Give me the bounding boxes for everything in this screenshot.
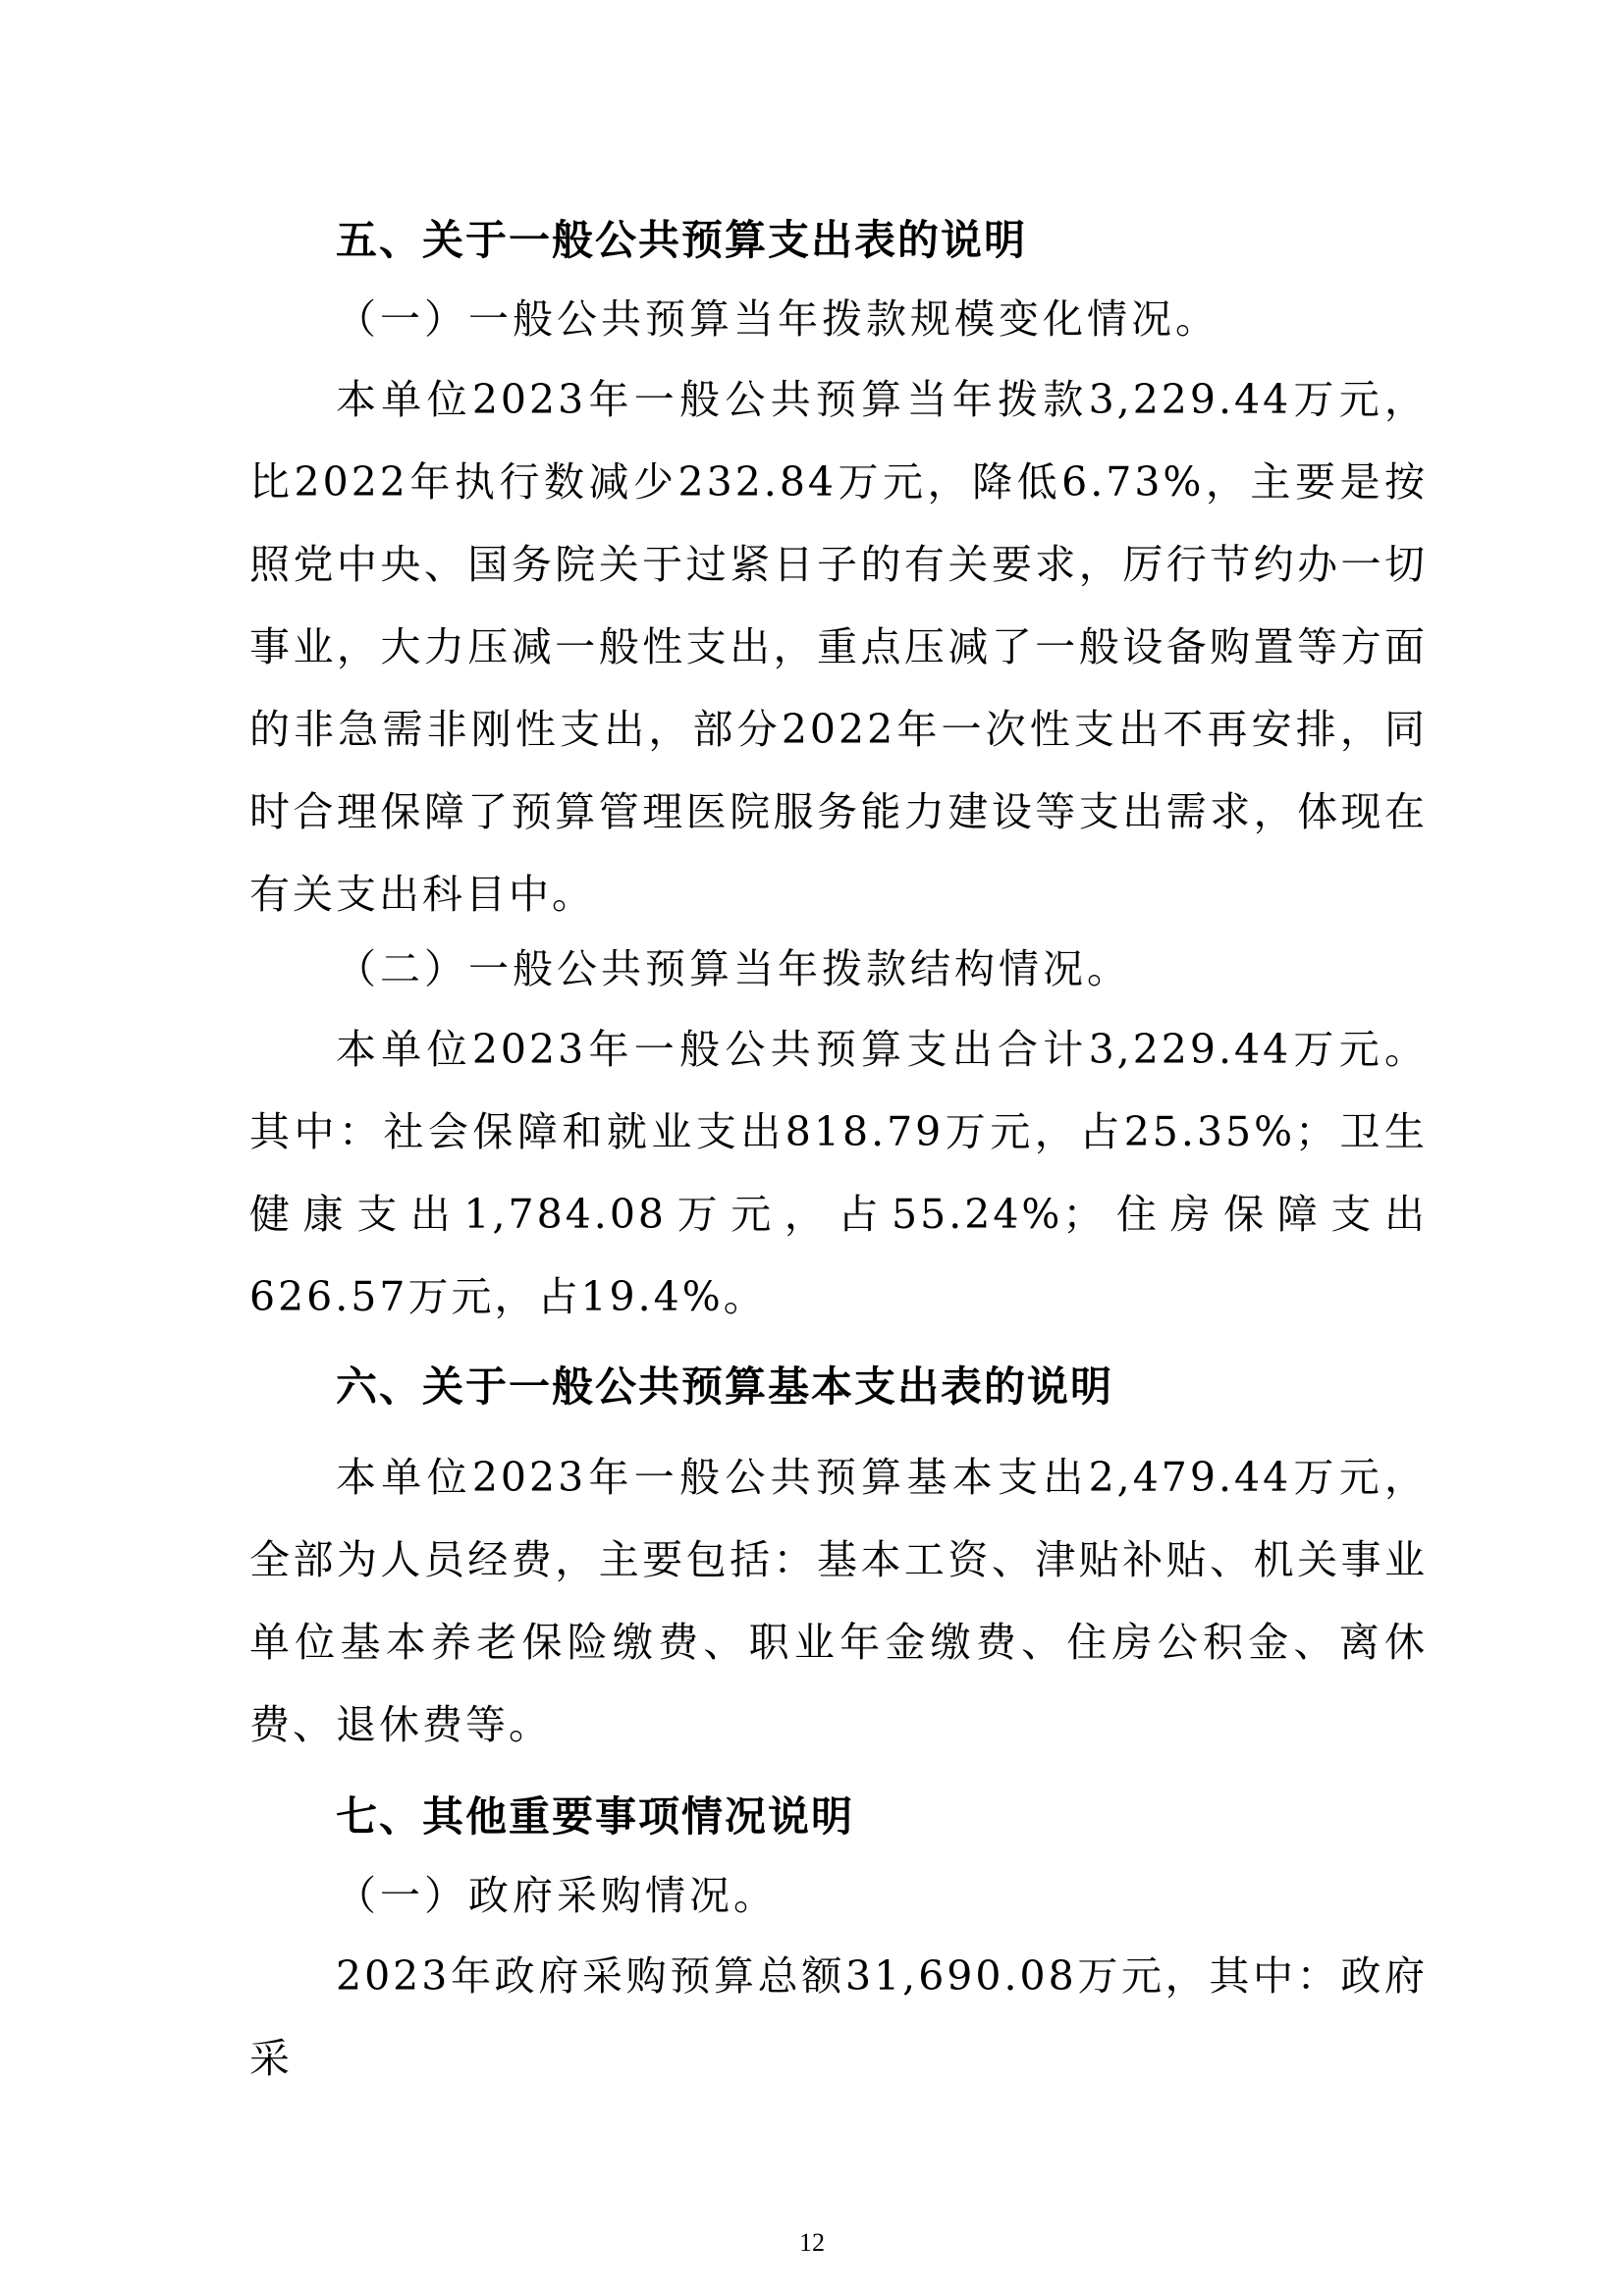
document-page: [249, 211, 1428, 2100]
subsection-heading-5-2: （二）一般公共预算当年拨款结构情况。: [336, 945, 1131, 992]
section-heading-6: 六、关于一般公共预算基本支出表的说明: [336, 1362, 1114, 1411]
subsection-heading-7-1: （一）政府采购情况。: [336, 1872, 778, 1919]
paragraph-allocation-change: 本单位2023年一般公共预算当年拨款3,229.44万元，比2022年执行数减少232.84万元，降低6.73%，主要是按照党中央、国务院关于过紧日子的有关要求，厉行节约办一切事业，大力压减一般性支出，重点压减了一般设备购置等方面的非急需非刚性支出，部分2022年一次性支出不再安排，同时合理保障了预算管理医院服务能力建设等支出需求，体现在有关支出科目中。: [249, 376, 1428, 918]
section-heading-5: 五、关于一般公共预算支出表的说明: [336, 216, 1028, 264]
paragraph-allocation-structure: 本单位2023年一般公共预算支出合计3,229.44万元。其中：社会保障和就业支出818.79万元，占25.35%；卫生健康支出1,784.08万元，占55.24%；住房保障支出626.57万元，占19.4%。: [249, 1026, 1428, 1320]
subsection-heading-5-1: （一）一般公共预算当年拨款规模变化情况。: [336, 295, 1219, 343]
paragraph-basic-expenditure: 本单位2023年一般公共预算基本支出2,479.44万元，全部为人员经费，主要包括：基本工资、津贴补贴、机关事业单位基本养老保险缴费、职业年金缴费、住房公积金、离休费、退休费等。: [249, 1454, 1428, 1748]
page-number: 12: [799, 2228, 825, 2257]
paragraph-government-procurement: 2023年政府采购预算总额31,690.08万元，其中：政府采: [249, 1952, 1428, 2082]
section-heading-7: 七、其他重要事项情况说明: [336, 1792, 855, 1841]
